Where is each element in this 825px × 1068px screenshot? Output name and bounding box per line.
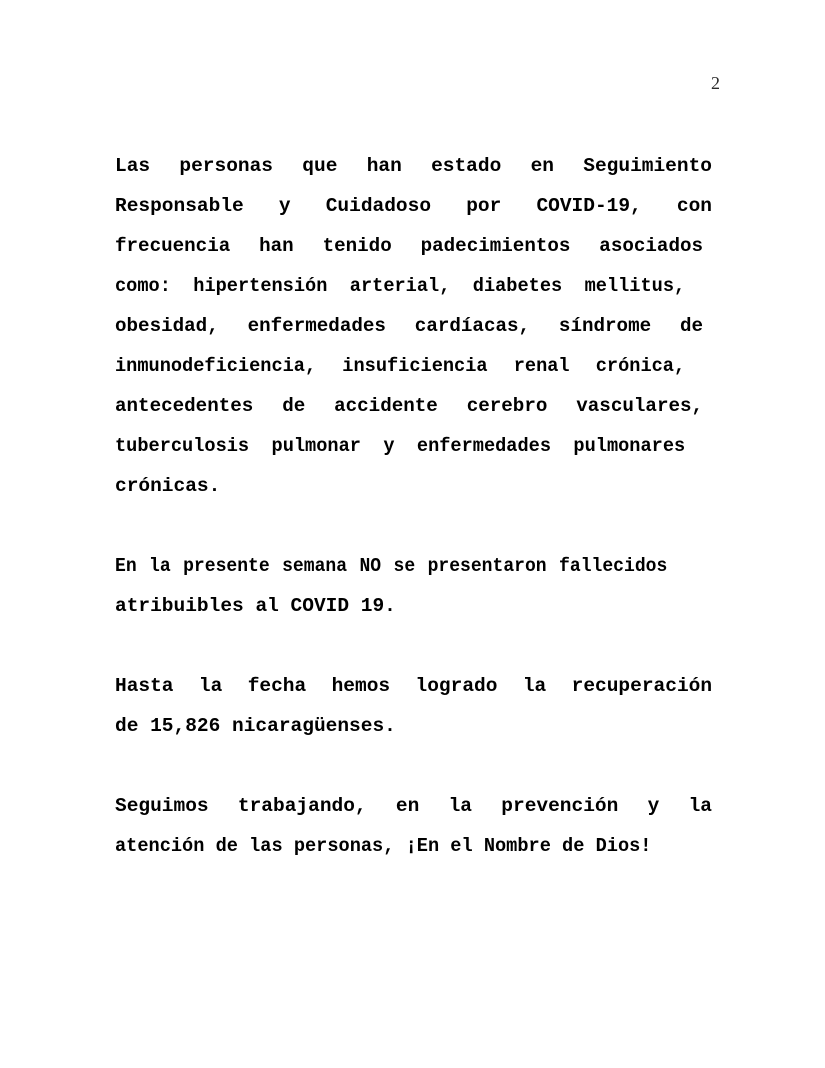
text-line: Seguimos trabajando, en la prevención y la (115, 795, 712, 817)
text-line: atención de las personas, ¡En el Nombre de Dios! (115, 835, 652, 857)
text-line: obesidad, enfermedades cardíacas, síndrome de (115, 315, 704, 337)
paragraph-recuperacion (115, 666, 712, 746)
text-line: En la presente semana NO se presentaron fallecidos (115, 555, 668, 577)
paragraph-padecimientos (115, 146, 712, 506)
text-line: de 15,826 nicaragüenses. (115, 715, 396, 737)
page-number: 2 (711, 73, 720, 93)
document-body (115, 146, 712, 866)
text-line: como: hipertensión arterial, diabetes mellitus, (115, 275, 686, 297)
text-line: crónicas. (115, 475, 221, 497)
paragraph-fallecidos (115, 546, 712, 626)
text-line: Las personas que han estado en Seguimiento (115, 155, 712, 177)
text-line: inmunodeficiencia, insuficiencia renal crónica, (115, 355, 686, 377)
paragraph-cierre (115, 786, 712, 866)
text-line: atribuibles al COVID 19. (115, 595, 396, 617)
text-line: tuberculosis pulmonar y enfermedades pulmonares (115, 435, 686, 457)
text-line: frecuencia han tenido padecimientos asociados (115, 235, 704, 257)
text-line: Responsable y Cuidadoso por COVID-19, con (115, 195, 713, 217)
text-line: Hasta la fecha hemos logrado la recuperación (115, 675, 713, 697)
text-line: antecedentes de accidente cerebro vasculares, (115, 395, 704, 417)
